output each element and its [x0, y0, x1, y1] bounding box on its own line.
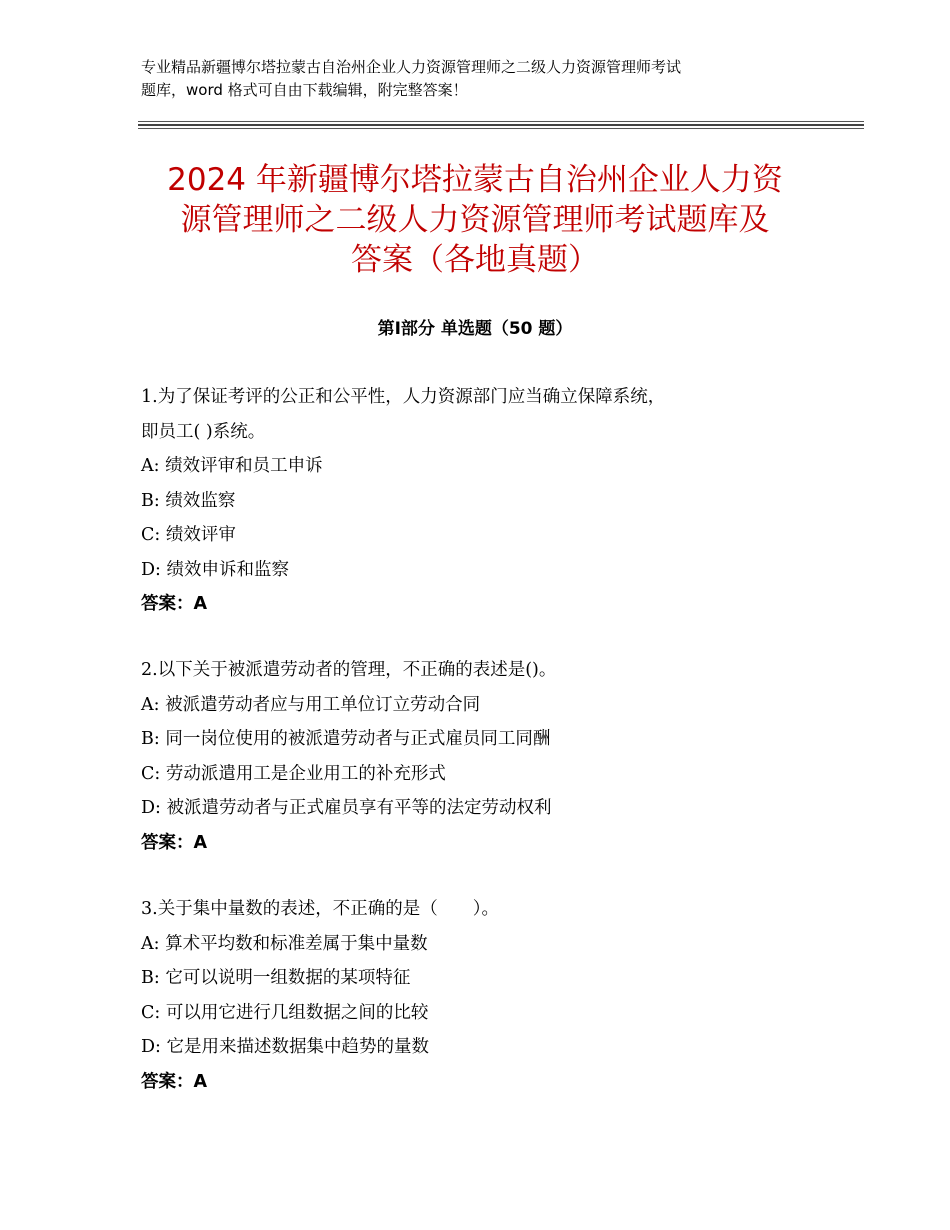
- option-c: C: 绩效评审: [141, 525, 236, 545]
- question-stem-continued: 即员工( )系统。: [141, 421, 266, 442]
- document-title: [120, 160, 830, 280]
- option-c: C: 可以用它进行几组数据之间的比较: [141, 1002, 429, 1023]
- header-divider-middle: [138, 124, 864, 126]
- option-d: D: 它是用来描述数据集中趋势的量数: [141, 1037, 429, 1057]
- header-divider-bottom: [138, 128, 864, 129]
- question-stem: 3.关于集中量数的表述，不正确的是（ ）。: [141, 899, 499, 919]
- option-d: D: 绩效申诉和监察: [141, 559, 289, 580]
- header-divider-top: [138, 121, 864, 122]
- option-b: B: 绩效监察: [141, 490, 236, 511]
- question-3: [141, 892, 821, 1099]
- answer: 答案：A: [141, 594, 208, 614]
- option-b: B: 它可以说明一组数据的某项特征: [141, 968, 411, 988]
- question-stem: 2.以下关于被派遣劳动者的管理，不正确的表述是()。: [141, 660, 557, 680]
- question-1: [141, 380, 821, 622]
- document-title-line-2: 源管理师之二级人力资源管理师考试题库及: [180, 202, 770, 238]
- answer: 答案：A: [141, 1071, 208, 1092]
- section-heading: 第Ⅰ部分 单选题（50 题）: [377, 319, 573, 339]
- header-note-line-1: 专业精品新疆博尔塔拉蒙古自治州企业人力资源管理师之二级人力资源管理师考试: [141, 58, 682, 76]
- option-a: A: 绩效评审和员工申诉: [141, 456, 323, 476]
- question-stem: 1.为了保证考评的公正和公平性，人力资源部门应当确立保障系统，: [141, 387, 666, 407]
- option-b: B: 同一岗位使用的被派遣劳动者与正式雇员同工同酬: [141, 729, 551, 749]
- option-d: D: 被派遣劳动者与正式雇员享有平等的法定劳动权利: [141, 798, 552, 818]
- option-a: A: 被派遣劳动者应与用工单位订立劳动合同: [141, 694, 481, 715]
- answer: 答案：A: [141, 832, 208, 853]
- document-title-line-1: 2024 年新疆博尔塔拉蒙古自治州企业人力资: [167, 162, 783, 198]
- header-note-line-2: 题库，word 格式可自由下载编辑，附完整答案！: [141, 81, 468, 99]
- question-2: [141, 653, 821, 860]
- option-c: C: 劳动派遣用工是企业用工的补充形式: [141, 763, 446, 784]
- document-title-line-3: 答案（各地真题）: [351, 242, 599, 278]
- option-a: A: 算术平均数和标准差属于集中量数: [141, 933, 428, 954]
- header-note: [141, 56, 821, 102]
